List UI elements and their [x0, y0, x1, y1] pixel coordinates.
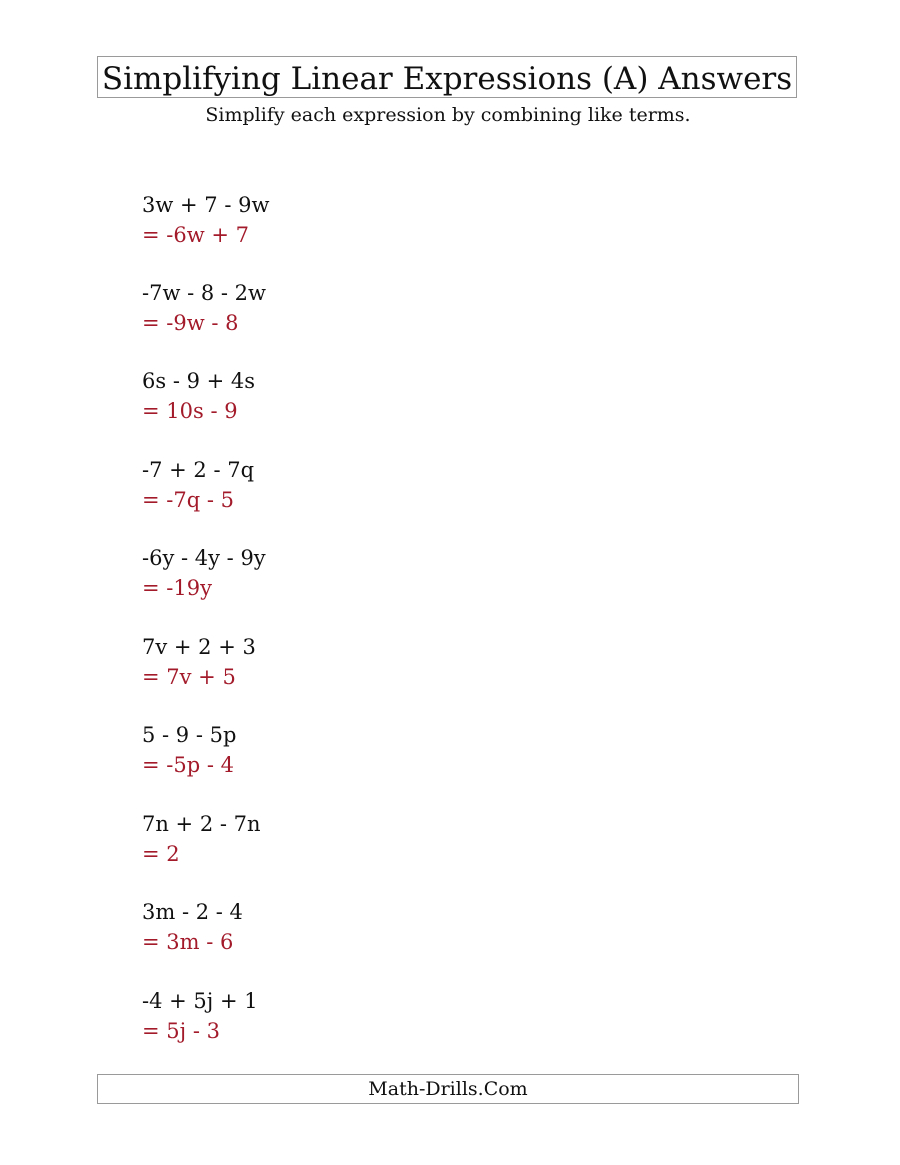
problem-expression: 7n + 2 - 7n: [142, 812, 261, 836]
problem-item: [0, 368, 600, 428]
problem-expression: 3m - 2 - 4: [142, 900, 243, 924]
problem-expression: 6s - 9 + 4s: [142, 369, 256, 393]
problem-expression: 3w + 7 - 9w: [142, 193, 270, 217]
problem-answer: = -19y: [142, 576, 212, 600]
problem-expression: 7v + 2 + 3: [142, 635, 256, 659]
footer-box: [97, 1074, 799, 1104]
problem-expression: -7 + 2 - 7q: [142, 458, 255, 482]
problem-item: [0, 192, 600, 252]
problem-expression: -7w - 8 - 2w: [142, 281, 267, 305]
problem-answer: = 10s - 9: [142, 399, 238, 423]
worksheet-instructions: Simplify each expression by combining like terms.: [205, 104, 691, 126]
problem-item: [0, 280, 600, 340]
problem-answer: = -6w + 7: [142, 223, 250, 247]
problem-answer: = 2: [142, 842, 180, 866]
problem-item: [0, 988, 600, 1048]
problem-item: [0, 899, 600, 959]
footer-site-name: Math-Drills.Com: [368, 1078, 528, 1100]
problem-expression: -6y - 4y - 9y: [142, 546, 266, 570]
problem-answer: = -5p - 4: [142, 753, 234, 777]
problem-expression: 5 - 9 - 5p: [142, 723, 237, 747]
problem-item: [0, 722, 600, 782]
problem-answer: = -9w - 8: [142, 311, 239, 335]
problem-answer: = 3m - 6: [142, 930, 234, 954]
problem-item: [0, 457, 600, 517]
problem-expression: -4 + 5j + 1: [142, 989, 258, 1013]
worksheet-title: Simplifying Linear Expressions (A) Answers: [101, 61, 793, 97]
problem-answer: = -7q - 5: [142, 488, 234, 512]
problem-item: [0, 811, 600, 871]
problem-answer: = 5j - 3: [142, 1019, 220, 1043]
problem-item: [0, 634, 600, 694]
problem-item: [0, 545, 600, 605]
problem-answer: = 7v + 5: [142, 665, 236, 689]
worksheet-title-box: [97, 56, 797, 98]
